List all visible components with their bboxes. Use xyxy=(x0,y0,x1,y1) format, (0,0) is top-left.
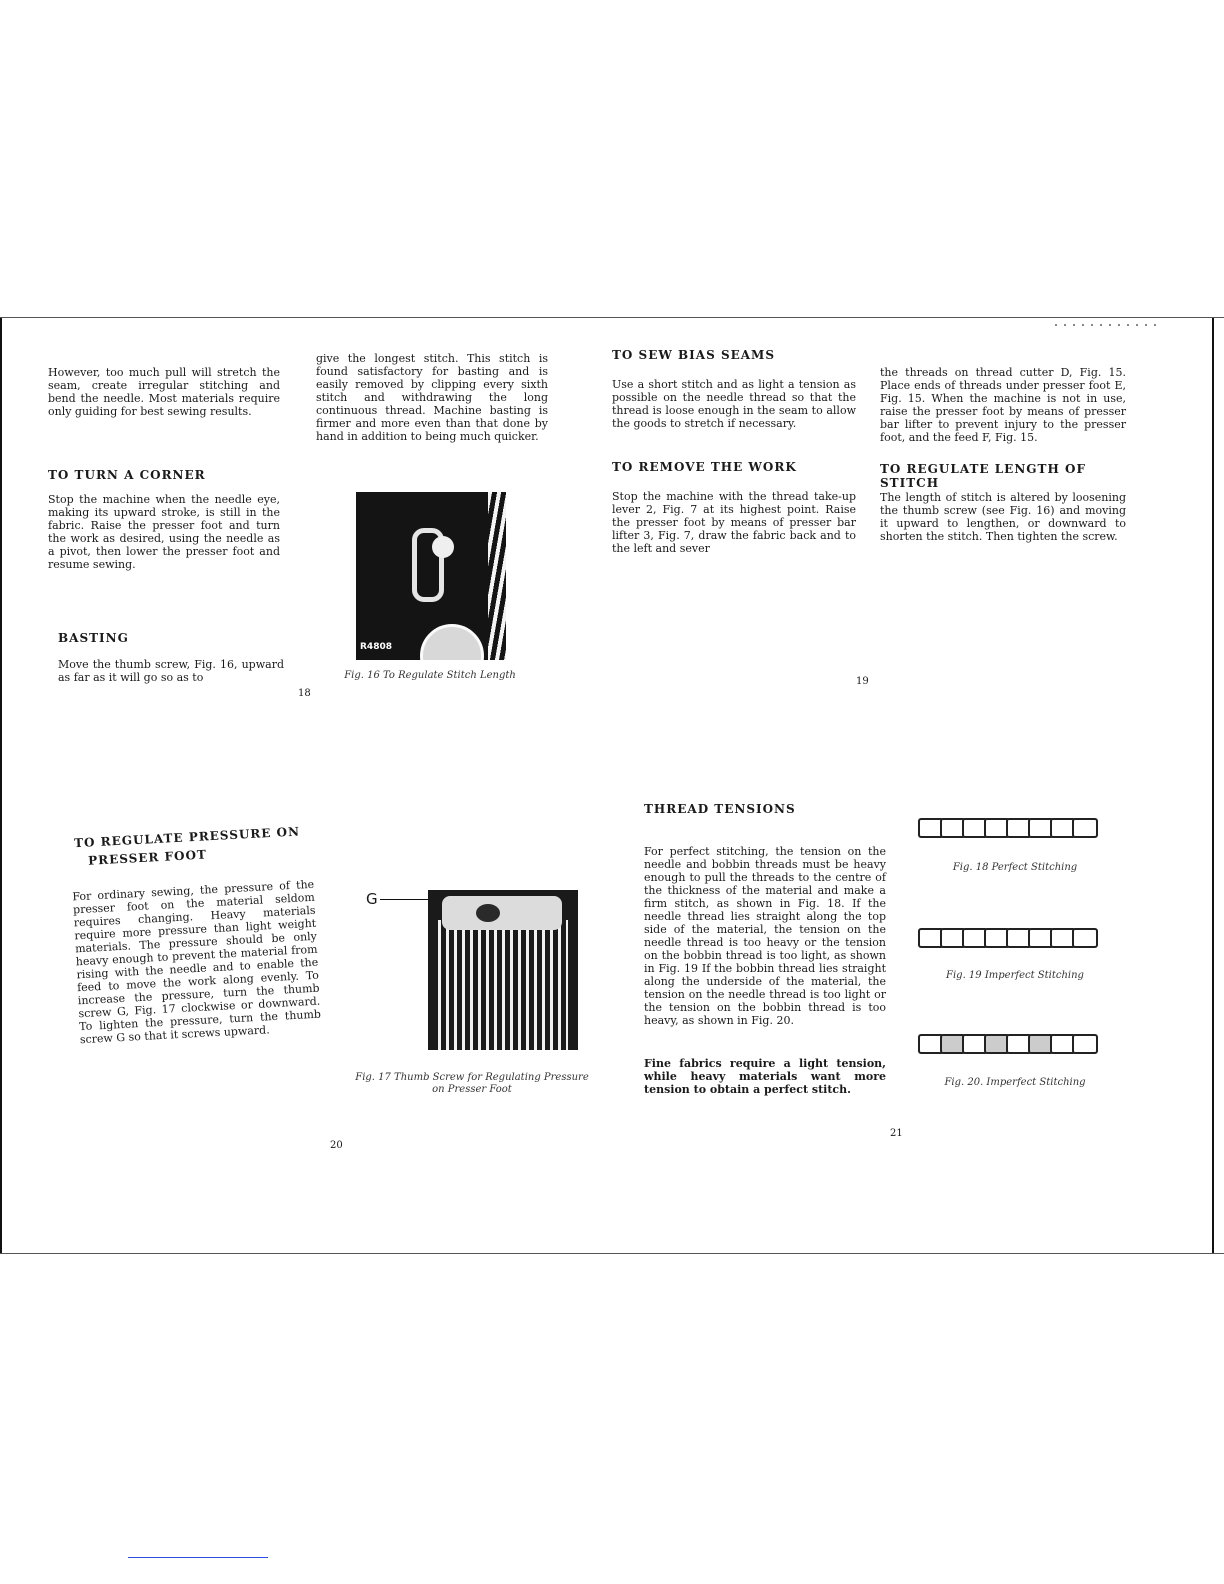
p19-heading-bias: TO SEW BIAS SEAMS xyxy=(612,348,776,362)
p19-heading-remove: TO REMOVE THE WORK xyxy=(612,460,797,474)
fig17-top-cap xyxy=(442,896,562,930)
fig16-stripes xyxy=(488,492,506,660)
p18-corner-text: Stop the machine when the needle eye, making its upward stroke, is still in the fabric. Raise the presser foot and turn the work as desired, using the needle as a pivot, then lower the presser foot and resume sewing. xyxy=(48,493,280,571)
p18-column2-text: give the longest stitch. This stitch is found satisfactory for basting and is easily removed by clipping every sixth stitch and withdrawing the long continuous thread. Machine basting is firmer and more even than that done by hand in addition to being much quicker. xyxy=(316,352,548,443)
fig19-caption: Fig. 19 Imperfect Stitching xyxy=(946,970,1084,981)
fig18-stitch-chain xyxy=(918,818,1094,844)
fig16-stitch-dial xyxy=(420,624,484,660)
p19-remove-text: Stop the machine with the thread take-up lever 2, Fig. 7 at its highest point. Raise the presser foot by means of presser bar lifter 3, Fig. 7, draw the fabric back and to the left and sever xyxy=(612,490,856,555)
scanned-spread xyxy=(0,318,1224,1254)
bottom-rule-line xyxy=(128,1557,268,1558)
scan-bottom-edge xyxy=(0,1253,1224,1254)
p19-column2-text: the threads on thread cutter D, Fig. 15. Place ends of threads under presser foot E, Fig. 15. When the machine is not in use, raise the presser foot by means of presser bar lifter to prevent injury to the presser foot, and the feed F, Fig. 15. xyxy=(880,366,1126,444)
page-number-18: 18 xyxy=(298,688,311,699)
p18-heading-basting: BASTING xyxy=(58,631,129,645)
p20-heading-pressure-line2: PRESSER FOOT xyxy=(87,847,208,868)
fig17-ribbed-cover xyxy=(438,920,568,1050)
scan-right-edge xyxy=(1212,318,1214,1254)
p18-paragraph-continued: However, too much pull will stretch the seam, create irregular stitching and bend the needle. Most materials require only guiding for best sewing results. xyxy=(48,366,280,418)
p21-tensions-bold-text: Fine fabrics require a light tension, while heavy materials want more tension to obtain a perfect stitch. xyxy=(644,1057,886,1096)
p20-pressure-text: For ordinary sewing, the pressure of the presser foot on the material seldom requires changing. Heavy materials require more pressure than light weight materials. The pressure should be only heavy enough to prevent the material from rising with the needle and to enable the feed to move the work along evenly. To increase the pressure, turn the thumb screw G, Fig. 17 clockwise or downward. To lighten the pressure, turn the thumb screw G so that it screws upward. xyxy=(72,877,322,1047)
fig20-caption: Fig. 20. Imperfect Stitching xyxy=(944,1077,1086,1088)
fig17-caption: Fig. 17 Thumb Screw for Regulating Pressure on Presser Foot xyxy=(355,1072,589,1095)
scan-noise xyxy=(1055,324,1160,326)
p19-bias-text: Use a short stitch and as light a tension as possible on the needle thread so that the thread is loose enough in the seam to allow the goods to stretch if necessary. xyxy=(612,378,856,430)
p20-heading-pressure-line1: TO REGULATE PRESSURE ON xyxy=(73,824,301,851)
fig16-caption: Fig. 16 To Regulate Stitch Length xyxy=(344,670,516,681)
p19-length-text: The length of stitch is altered by loosening the thumb screw (see Fig. 16) and moving it upward to lengthen, or downward to shorten the stitch. Then tighten the screw. xyxy=(880,491,1126,543)
page-number-19: 19 xyxy=(856,676,869,687)
fig16-photo-id: R4808 xyxy=(360,642,392,652)
fig17-thumb-screw xyxy=(476,904,500,922)
p19-heading-length: TO REGULATE LENGTH OF STITCH xyxy=(880,462,1086,490)
fig17-photo xyxy=(428,890,578,1050)
fig16-photo xyxy=(356,492,506,660)
p18-heading-corner: TO TURN A CORNER xyxy=(48,468,206,482)
p21-tensions-text: For perfect stitching, the tension on the needle and bobbin threads must be heavy enough to pull the threads to the centre of the thickness of the material and make a firm stitch, as shown in Fig. 18. If the needle thread lies straight along the top side of the material, the tension on the needle thread is too heavy or the tension on the bobbin thread is too light, as shown in Fig. 19 If the bobbin thread lies straight along the underside of the material, the tension on the needle thread is too light or the tension on the bobbin thread is too heavy, as shown in Fig. 20. xyxy=(644,845,886,1027)
page-number-20: 20 xyxy=(330,1140,343,1151)
fig17-label-g: G xyxy=(366,890,378,908)
page-number-21: 21 xyxy=(890,1128,903,1139)
p21-heading-tensions: THREAD TENSIONS xyxy=(644,802,796,816)
scan-left-edge xyxy=(0,318,2,1254)
p18-basting-text: Move the thumb screw, Fig. 16, upward as far as it will go so as to xyxy=(58,658,284,684)
fig19-stitch-chain xyxy=(918,928,1094,954)
fig20-stitch-chain xyxy=(918,1034,1094,1060)
fig16-thumb-screw xyxy=(432,536,454,558)
fig18-caption: Fig. 18 Perfect Stitching xyxy=(952,862,1078,873)
